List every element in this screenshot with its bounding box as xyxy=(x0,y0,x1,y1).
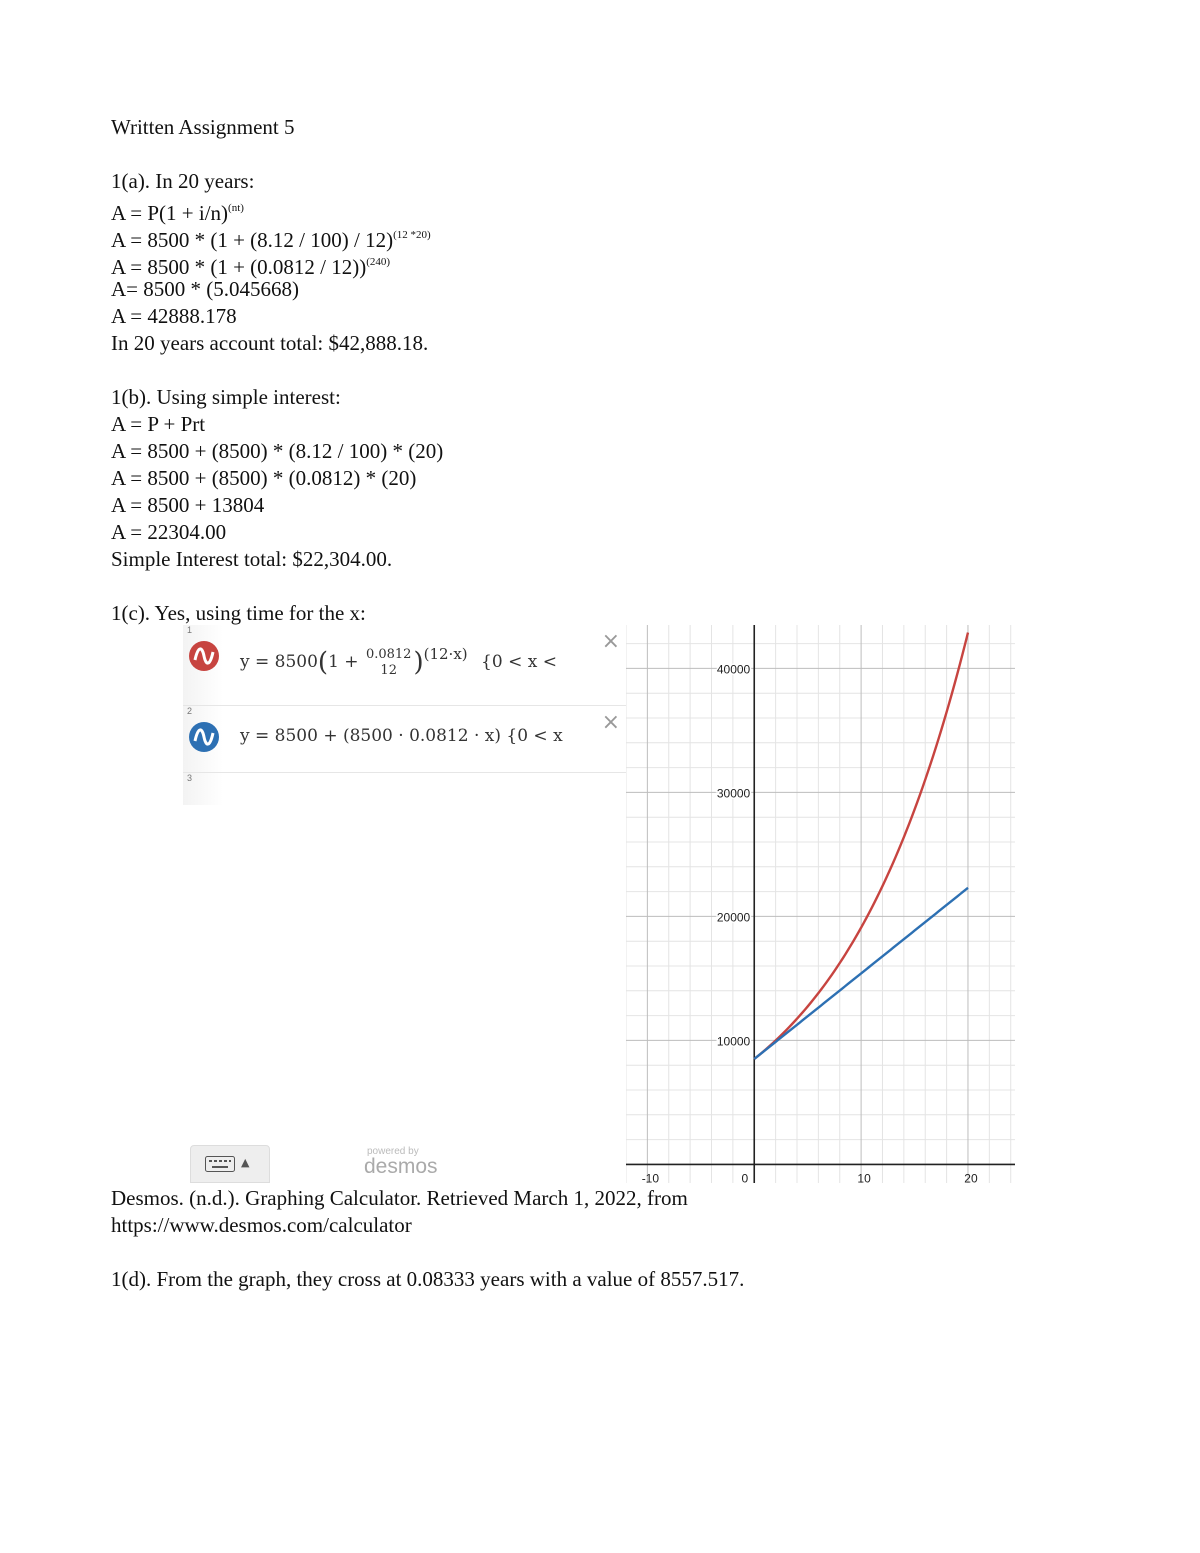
doc-title: Written Assignment 5 xyxy=(111,115,295,139)
graph-canvas[interactable] xyxy=(626,625,1015,1183)
expr1-prefix: y = 8500 xyxy=(240,652,318,672)
expression-list xyxy=(183,625,626,1183)
tick-labels xyxy=(642,662,978,1183)
part-b-result: Simple Interest total: $22,304.00. xyxy=(111,547,393,571)
part-b-step-4: A = 22304.00 xyxy=(111,520,227,544)
expr1-fraction xyxy=(366,647,412,679)
part-a-step-1 xyxy=(111,223,431,252)
major-grid xyxy=(626,625,1015,1183)
part-b-step-2: A = 8500 + (8500) * (0.0812) * (20) xyxy=(111,466,417,490)
expression-row-1[interactable] xyxy=(183,625,626,706)
part-a-step-2-text: A = 8500 * (1 + (0.0812 / 12)) xyxy=(111,255,367,279)
part-a-step-4: A = 42888.178 xyxy=(111,304,237,328)
powered-by-label: powered by xyxy=(367,1146,419,1157)
part-b-heading: 1(b). Using simple interest: xyxy=(111,385,341,409)
part-a-step-1-exponent: (12 *20) xyxy=(393,229,431,241)
minor-grid xyxy=(626,625,1015,1183)
expression-1-latex[interactable]: y = 8500(1 + 0.0812 12 )$^{(12\cdot x)}$ {0 < x < xyxy=(240,645,557,678)
expression-row-2[interactable] xyxy=(183,706,626,773)
expr1-exponent: (12·x) xyxy=(423,645,468,663)
expression-2-latex[interactable]: y = 8500 + (8500 · 0.0812 · x) {0 < x xyxy=(240,726,563,746)
x-tick-label: 20 xyxy=(964,1171,978,1183)
y-tick-label: 20000 xyxy=(716,910,751,925)
expr1-frac-num: 0.0812 xyxy=(365,646,412,662)
citation-line-1: Desmos. (n.d.). Graphing Calculator. Retrieved March 1, 2022, from xyxy=(111,1186,688,1210)
axes xyxy=(626,625,1015,1183)
part-a-formula-text: A = P(1 + i/n) xyxy=(111,201,229,225)
expr1-one-plus: 1 + xyxy=(328,652,359,672)
part-a-step-3: A= 8500 * (5.045668) xyxy=(111,277,299,301)
x-tick-label: 0 xyxy=(741,1171,749,1183)
delete-expression-1-icon[interactable]: × xyxy=(601,629,620,654)
expression-row-3[interactable] xyxy=(183,773,626,813)
y-tick-label: 30000 xyxy=(716,786,751,801)
x-tick-label: 10 xyxy=(857,1171,871,1183)
part-a-step-2-exponent: (240) xyxy=(366,256,391,268)
part-b-step-1: A = 8500 + (8500) * (8.12 / 100) * (20) xyxy=(111,439,444,463)
part-c-heading: 1(c). Yes, using time for the x: xyxy=(111,601,366,625)
y-tick-label: 10000 xyxy=(716,1034,751,1049)
expr1-frac-den: 12 xyxy=(380,662,397,678)
part-b-formula: A = P + Prt xyxy=(111,412,206,436)
keyboard-icon xyxy=(205,1156,235,1172)
expression-number: 3 xyxy=(187,773,193,783)
expression-number: 1 xyxy=(187,625,193,635)
part-a-formula xyxy=(111,196,244,225)
red-graph-icon[interactable] xyxy=(189,641,219,671)
y-tick-label: 40000 xyxy=(716,662,751,677)
part-a-heading: 1(a). In 20 years: xyxy=(111,169,255,193)
desmos-screenshot xyxy=(183,625,1015,1183)
keyboard-toggle-button[interactable] xyxy=(190,1145,270,1183)
citation-url[interactable]: https://www.desmos.com/calculator xyxy=(111,1213,412,1237)
expression-number: 2 xyxy=(187,706,193,716)
blue-graph-icon[interactable] xyxy=(189,722,219,752)
delete-expression-2-icon[interactable]: × xyxy=(601,710,620,735)
expr1-restriction: {0 < x < xyxy=(481,652,557,672)
part-a-formula-exponent: (nt) xyxy=(228,202,244,214)
desmos-logo: desmos xyxy=(364,1155,438,1178)
part-a-result: In 20 years account total: $42,888.18. xyxy=(111,331,429,355)
part-a-step-1-text: A = 8500 * (1 + (8.12 / 100) / 12) xyxy=(111,228,394,252)
part-d-answer: 1(d). From the graph, they cross at 0.08333 years with a value of 8557.517. xyxy=(111,1267,745,1291)
part-a-step-2 xyxy=(111,250,390,279)
part-b-step-3: A = 8500 + 13804 xyxy=(111,493,265,517)
x-tick-label: -10 xyxy=(641,1171,660,1183)
caret-up-icon: ▲ xyxy=(241,1156,250,1169)
